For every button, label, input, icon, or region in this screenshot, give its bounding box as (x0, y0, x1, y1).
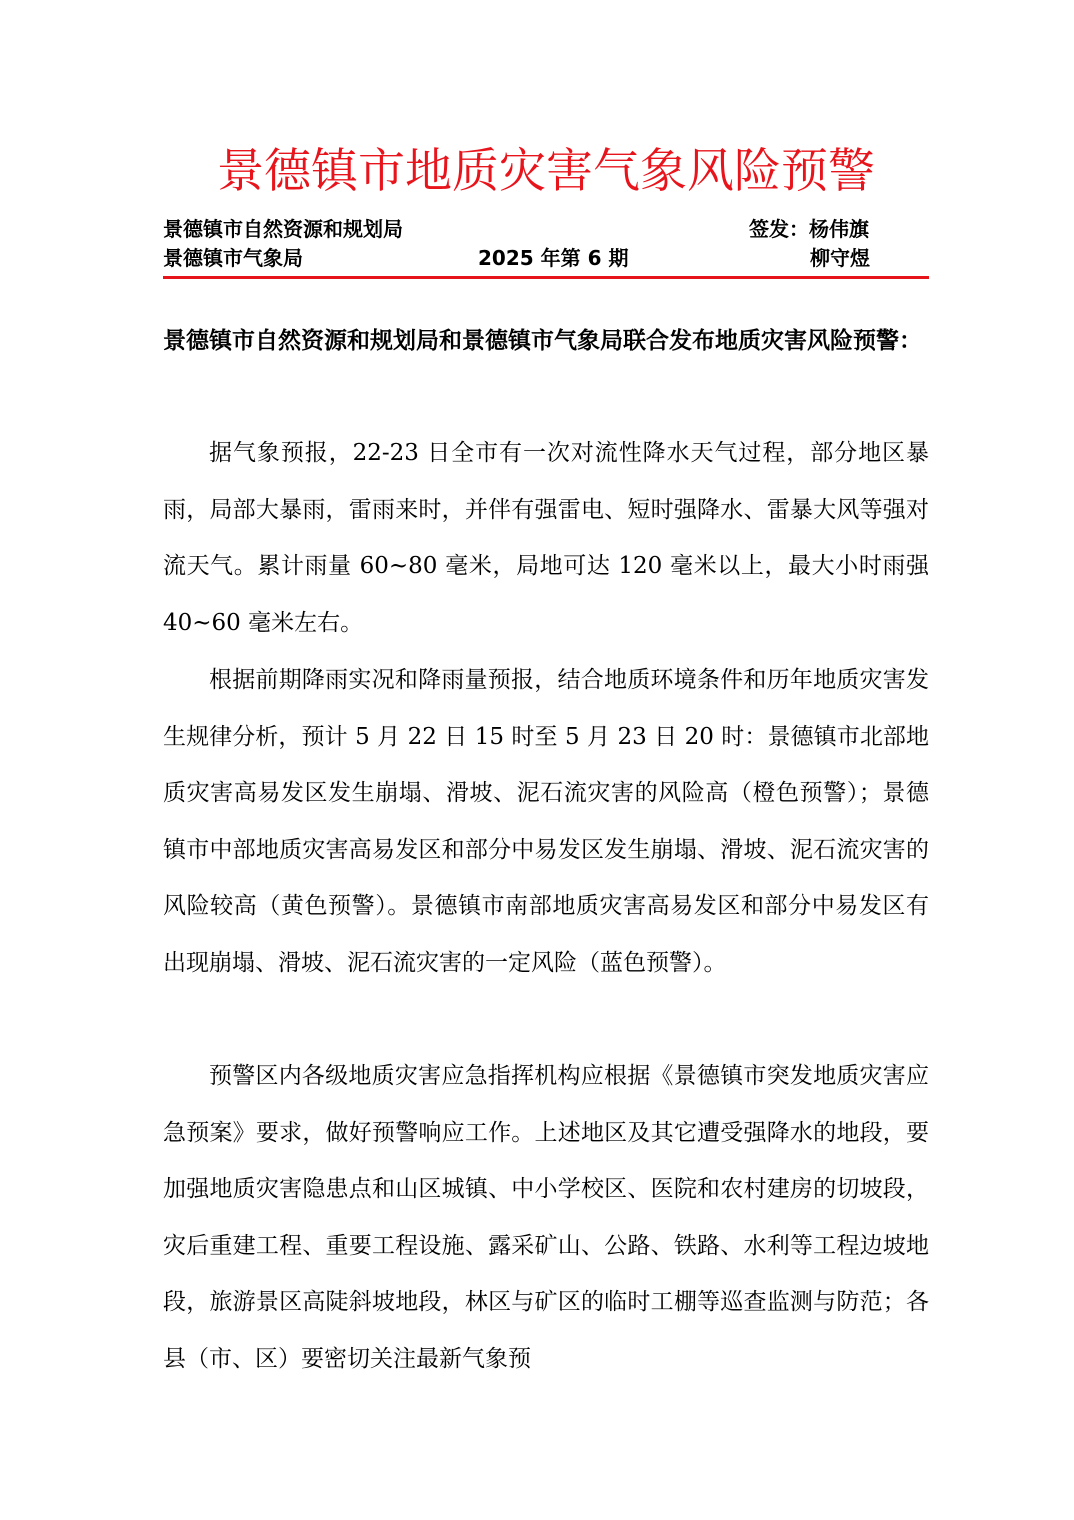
paragraph-risk-analysis: 根据前期降雨实况和降雨量预报，结合地质环境条件和历年地质灾害发生规律分析，预计 5 月 22 日 15 时至 5 月 23 日 20 时：景德镇市北部地质灾害高易发区发生崩塌、滑坡、泥石流灾害的风险高（橙色预警）；景德镇市中部地质灾害高易发区和部分中易发区发生崩塌、滑坡、泥石流灾害的风险较高（黄色预警）。景德镇市南部地质灾害高易发区和部分中易发区有出现崩塌、滑坡、泥石流灾害的一定风险（蓝色预警）。 (163, 667, 929, 976)
issuer-natural-resources: 景德镇市自然资源和规划局 (163, 217, 403, 241)
document-title: 景德镇市地质灾害气象风险预警 (217, 144, 875, 199)
paragraph-forecast: 据气象预报，22-23 日全市有一次对流性降水天气过程，部分地区暴雨，局部大暴雨，雷雨来时，并伴有强雷电、短时强降水、雷暴大风等强对流天气。累计雨量 60~80 毫米，局地可达 120 毫米以上，最大小时雨强 40~60 毫米左右。 (163, 440, 929, 636)
issuer-meteorological: 景德镇市气象局 (163, 246, 303, 270)
lead-statement: 景德镇市自然资源和规划局和景德镇市气象局联合发布地质灾害风险预警： (163, 328, 922, 354)
issue-number: 2025 年第 6 期 (478, 246, 629, 270)
signer-second: 柳守煜 (810, 246, 870, 270)
header-divider (163, 276, 929, 279)
signed-by: 签发：杨伟旗 (749, 217, 869, 241)
paragraph-response: 预警区内各级地质灾害应急指挥机构应根据《景德镇市突发地质灾害应急预案》要求，做好预警响应工作。上述地区及其它遭受强降水的地段，要加强地质灾害隐患点和山区城镇、中小学校区、医院和农村建房的切坡段，灾后重建工程、重要工程设施、露采矿山、公路、铁路、水利等工程边坡地段，旅游景区高陡斜坡地段，林区与矿区的临时工棚等巡查监测与防范；各县（市、区）要密切关注最新气象预 (163, 1063, 929, 1372)
